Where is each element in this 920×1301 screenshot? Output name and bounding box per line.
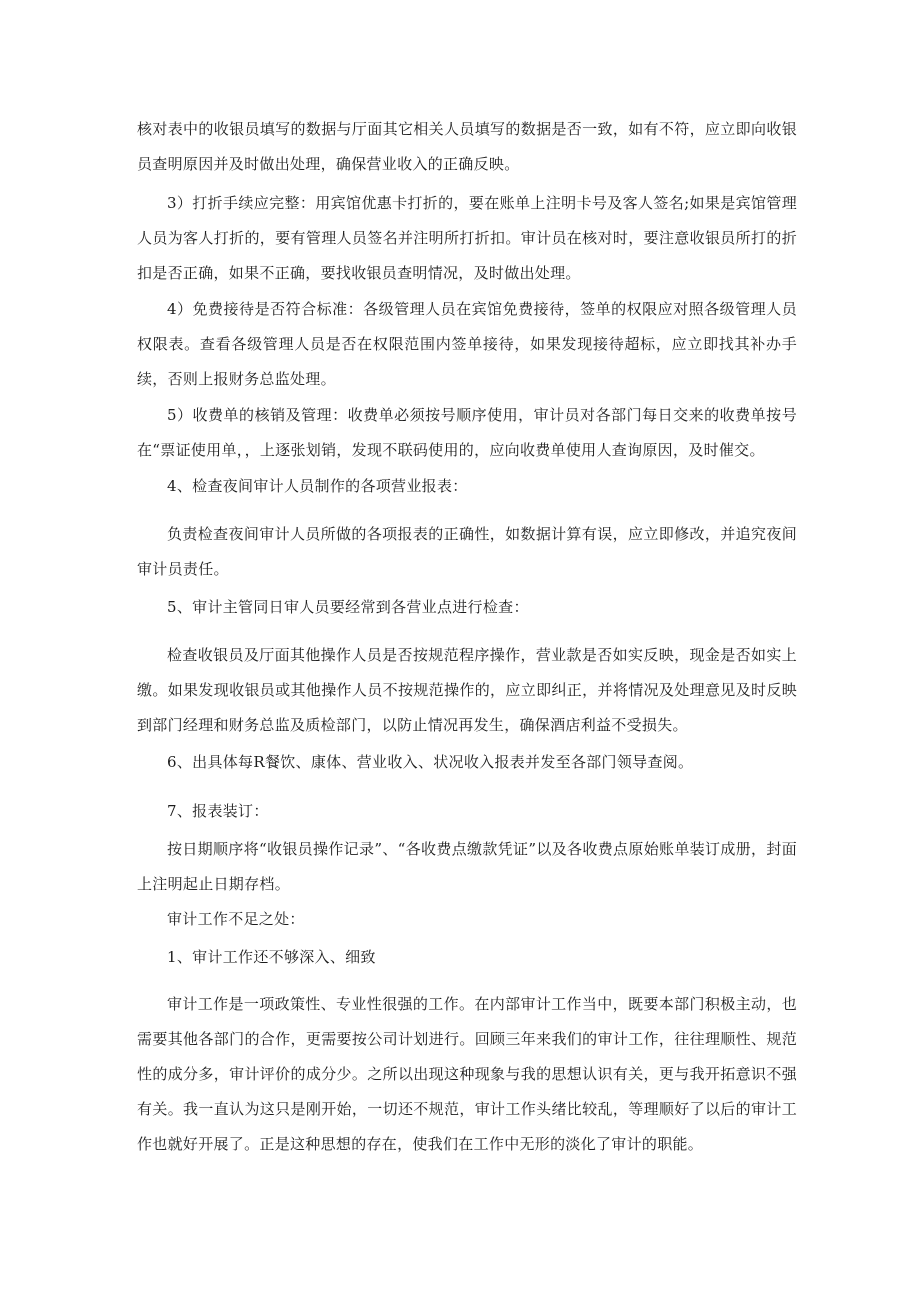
paragraph-item-3: 3）打折手续应完整：用宾馆优惠卡打折的，要在账单上注明卡号及客人签名;如果是宾馆管理人员为客人打折的，要有管理人员签名并注明所打折扣。审计员在核对时，要注意收银员所打的折扣是否正确，如果不正确，要找收银员查明情况，及时做出处理。 xyxy=(137,194,797,282)
paragraph-inspection: 检查收银员及厅面其他操作人员是否按规范程序操作，营业款是否如实反映，现金是否如实上缴。如果发现收银员或其他操作人员不按规范操作的，应立即纠正，并将情况及处理意见及时反映到部门经理和财务总监及质检部门，以防止情况再发生，确保酒店利益不受损失。 xyxy=(137,646,797,734)
paragraph-continuation: 核对表中的收银员填写的数据与厅面其它相关人员填写的数据是否一致，如有不符，应立即向收银员查明原因并及时做出处理，确保营业收入的正确反映。 xyxy=(137,120,797,173)
paragraph-item-4: 4）免费接待是否符合标准：各级管理人员在宾馆免费接待，签单的权限应对照各级管理人员权限表。查看各级管理人员是否在权限范围内签单接待，如果发现接待超标，应立即找其补办手续，否则上报财务总监处理。 xyxy=(137,300,797,388)
subheading-1: 1、审计工作还不够深入、细致 xyxy=(167,948,376,966)
paragraph-binding: 按日期顺序将“收银员操作记录”、“各收费点缴款凭证”以及各收费点原始账单装订成册，封面上注明起止日期存档。 xyxy=(137,840,797,893)
section-heading-6: 6、出具体每R餐饮、康体、营业收入、状况收入报表并发至各部门领导查阅。 xyxy=(167,753,694,771)
paragraph-item-5: 5）收费单的核销及管理：收费单必须按号顺序使用，审计员对各部门每日交来的收费单按号在“票证使用单，，上逐张划销，发现不联码使用的，应向收费单使用人查询原因，及时催交。 xyxy=(137,406,797,459)
paragraph-shortcomings: 审计工作是一项政策性、专业性很强的工作。在内部审计工作当中，既要本部门积极主动，也需要其他各部门的合作，更需要按公司计划进行。回顾三年来我们的审计工作，往往理顺性、规范性的成分多，审计评价的成分少。之所以出现这种现象与我的思想认识有关，更与我开拓意识不强有关。我一直认为这只是刚开始，一切还不规范，审计工作头绪比较乱，等理顺好了以后的审计工作也就好开展了。正是这种思想的存在，使我们在工作中无形的淡化了审计的职能。 xyxy=(137,995,797,1153)
section-heading-4: 4、检查夜间审计人员制作的各项营业报表： xyxy=(167,477,468,495)
section-heading-shortcomings: 审计工作不足之处： xyxy=(167,910,305,928)
section-heading-7: 7、报表装订： xyxy=(167,802,269,820)
paragraph-night-audit: 负责检查夜间审计人员所做的各项报表的正确性，如数据计算有误，应立即修改，并追究夜间审计员责任。 xyxy=(137,525,797,578)
section-heading-5: 5、审计主管同日审人员要经常到各营业点进行检查： xyxy=(167,598,529,616)
